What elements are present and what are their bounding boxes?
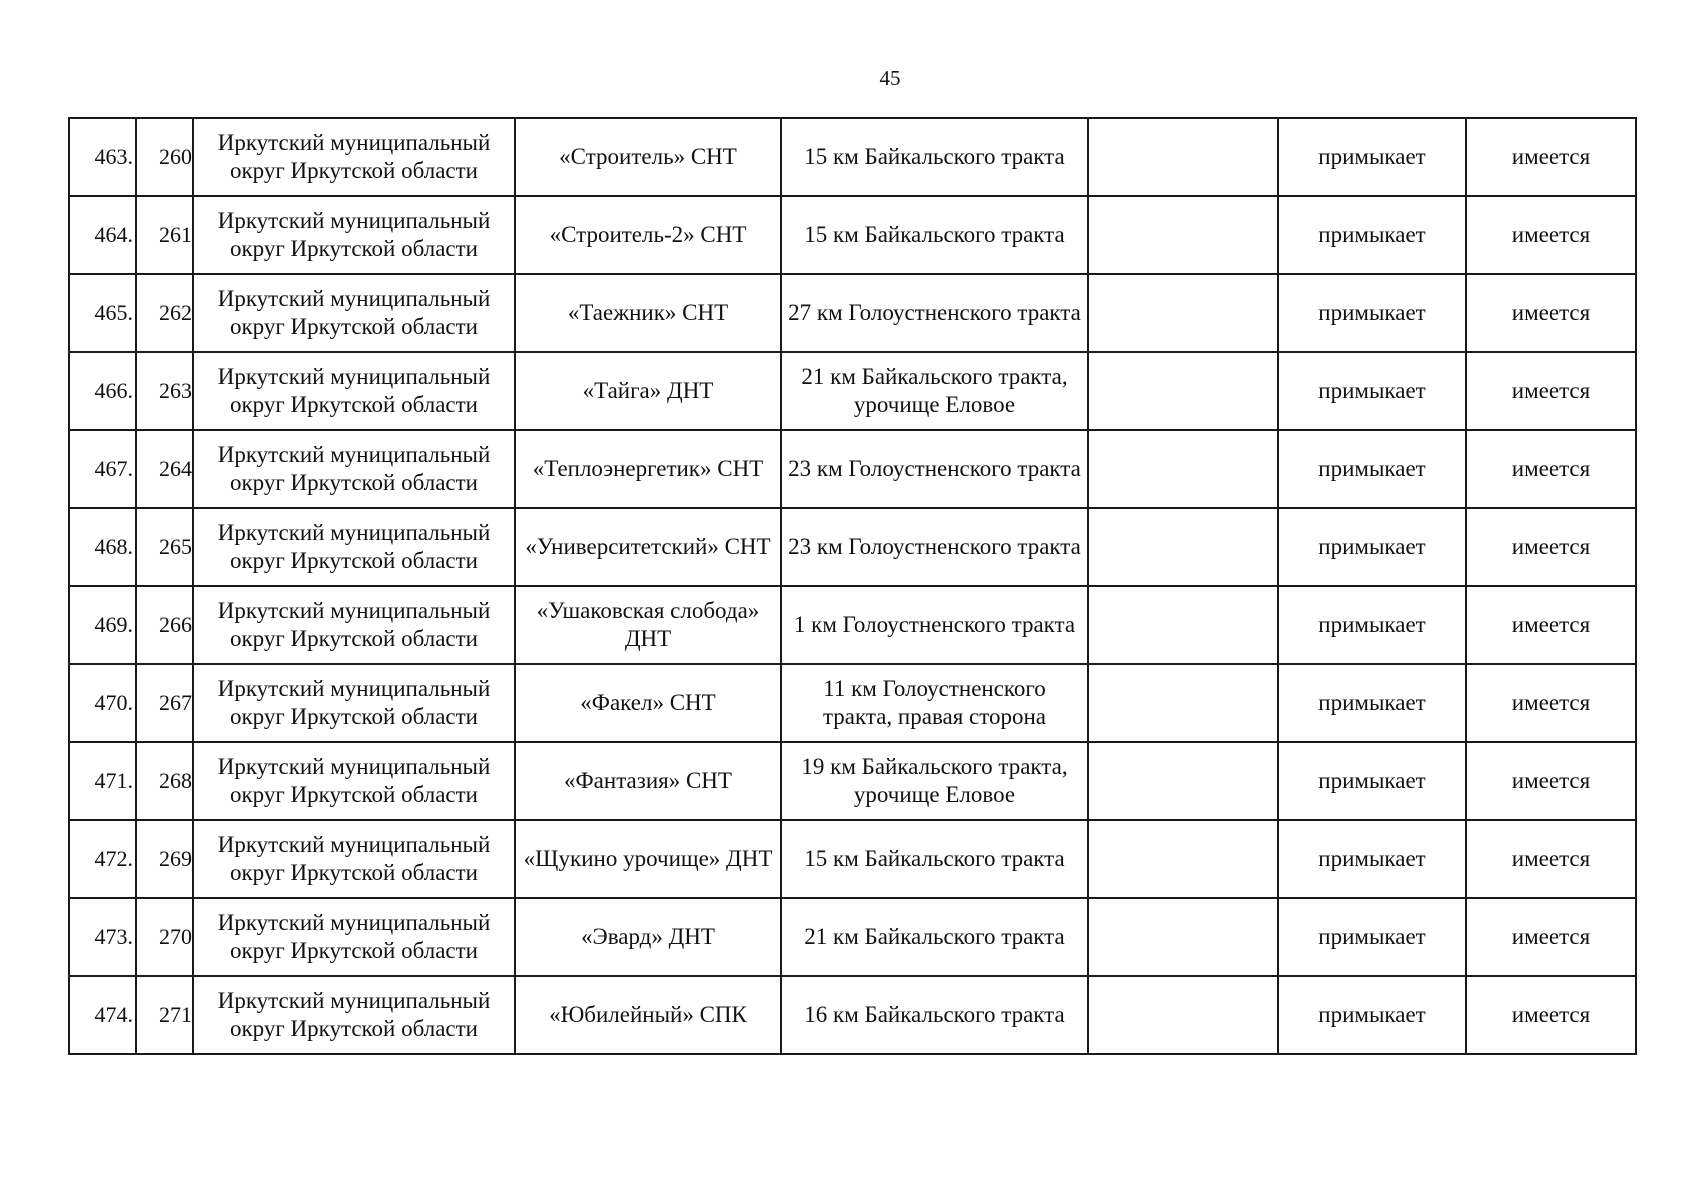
location-cell: 23 км Голоустненского тракта <box>781 430 1088 508</box>
organization-name-cell: «Строитель» СНТ <box>515 118 781 196</box>
location-cell: 19 км Байкальского тракта, урочище Еловое <box>781 742 1088 820</box>
sub-number-cell: 265 <box>136 508 193 586</box>
adjacency-cell: примыкает <box>1278 742 1466 820</box>
organization-name-cell: «Эвард» ДНТ <box>515 898 781 976</box>
table-row <box>69 196 1636 274</box>
adjacency-cell: примыкает <box>1278 664 1466 742</box>
sub-number-cell: 267 <box>136 664 193 742</box>
table-row <box>69 742 1636 820</box>
adjacency-cell: примыкает <box>1278 976 1466 1054</box>
location-cell: 23 км Голоустненского тракта <box>781 508 1088 586</box>
empty-cell <box>1088 976 1278 1054</box>
adjacency-cell: примыкает <box>1278 118 1466 196</box>
availability-cell: имеется <box>1466 352 1636 430</box>
empty-cell <box>1088 118 1278 196</box>
sub-number-cell: 266 <box>136 586 193 664</box>
organization-name-cell: «Юбилейный» СПК <box>515 976 781 1054</box>
row-number-cell: 467. <box>69 430 136 508</box>
row-number-cell: 466. <box>69 352 136 430</box>
district-cell: Иркутский муниципальный округ Иркутской области <box>193 898 515 976</box>
row-number-cell: 468. <box>69 508 136 586</box>
sub-number-cell: 270 <box>136 898 193 976</box>
availability-cell: имеется <box>1466 664 1636 742</box>
row-number-cell: 464. <box>69 196 136 274</box>
district-cell: Иркутский муниципальный округ Иркутской области <box>193 508 515 586</box>
empty-cell <box>1088 430 1278 508</box>
empty-cell <box>1088 664 1278 742</box>
availability-cell: имеется <box>1466 508 1636 586</box>
sub-number-cell: 269 <box>136 820 193 898</box>
registry-table <box>68 117 1637 1055</box>
district-cell: Иркутский муниципальный округ Иркутской области <box>193 352 515 430</box>
location-cell: 27 км Голоустненского тракта <box>781 274 1088 352</box>
row-number-cell: 469. <box>69 586 136 664</box>
availability-cell: имеется <box>1466 586 1636 664</box>
empty-cell <box>1088 274 1278 352</box>
table-row <box>69 976 1636 1054</box>
location-cell: 21 км Байкальского тракта, урочище Еловое <box>781 352 1088 430</box>
table-row <box>69 664 1636 742</box>
empty-cell <box>1088 508 1278 586</box>
organization-name-cell: «Щукино урочище» ДНТ <box>515 820 781 898</box>
availability-cell: имеется <box>1466 742 1636 820</box>
table-row <box>69 352 1636 430</box>
table-body <box>69 118 1636 1054</box>
adjacency-cell: примыкает <box>1278 430 1466 508</box>
adjacency-cell: примыкает <box>1278 508 1466 586</box>
adjacency-cell: примыкает <box>1278 898 1466 976</box>
empty-cell <box>1088 196 1278 274</box>
sub-number-cell: 260 <box>136 118 193 196</box>
location-cell: 11 км Голоустненского тракта, правая сторона <box>781 664 1088 742</box>
sub-number-cell: 262 <box>136 274 193 352</box>
location-cell: 16 км Байкальского тракта <box>781 976 1088 1054</box>
empty-cell <box>1088 586 1278 664</box>
organization-name-cell: «Строитель-2» СНТ <box>515 196 781 274</box>
availability-cell: имеется <box>1466 820 1636 898</box>
row-number-cell: 472. <box>69 820 136 898</box>
district-cell: Иркутский муниципальный округ Иркутской области <box>193 742 515 820</box>
adjacency-cell: примыкает <box>1278 820 1466 898</box>
adjacency-cell: примыкает <box>1278 274 1466 352</box>
district-cell: Иркутский муниципальный округ Иркутской области <box>193 274 515 352</box>
district-cell: Иркутский муниципальный округ Иркутской области <box>193 586 515 664</box>
district-cell: Иркутский муниципальный округ Иркутской области <box>193 118 515 196</box>
empty-cell <box>1088 898 1278 976</box>
row-number-cell: 473. <box>69 898 136 976</box>
table-row <box>69 586 1636 664</box>
location-cell: 15 км Байкальского тракта <box>781 820 1088 898</box>
adjacency-cell: примыкает <box>1278 586 1466 664</box>
table-row <box>69 508 1636 586</box>
availability-cell: имеется <box>1466 274 1636 352</box>
table-row <box>69 118 1636 196</box>
sub-number-cell: 263 <box>136 352 193 430</box>
empty-cell <box>1088 352 1278 430</box>
district-cell: Иркутский муниципальный округ Иркутской области <box>193 976 515 1054</box>
district-cell: Иркутский муниципальный округ Иркутской области <box>193 664 515 742</box>
adjacency-cell: примыкает <box>1278 352 1466 430</box>
row-number-cell: 471. <box>69 742 136 820</box>
table-row <box>69 274 1636 352</box>
location-cell: 21 км Байкальского тракта <box>781 898 1088 976</box>
availability-cell: имеется <box>1466 196 1636 274</box>
availability-cell: имеется <box>1466 976 1636 1054</box>
organization-name-cell: «Таежник» СНТ <box>515 274 781 352</box>
sub-number-cell: 261 <box>136 196 193 274</box>
location-cell: 15 км Байкальского тракта <box>781 196 1088 274</box>
organization-name-cell: «Фантазия» СНТ <box>515 742 781 820</box>
availability-cell: имеется <box>1466 430 1636 508</box>
district-cell: Иркутский муниципальный округ Иркутской области <box>193 196 515 274</box>
adjacency-cell: примыкает <box>1278 196 1466 274</box>
organization-name-cell: «Ушаковская слобода» ДНТ <box>515 586 781 664</box>
row-number-cell: 470. <box>69 664 136 742</box>
row-number-cell: 465. <box>69 274 136 352</box>
organization-name-cell: «Факел» СНТ <box>515 664 781 742</box>
empty-cell <box>1088 742 1278 820</box>
location-cell: 15 км Байкальского тракта <box>781 118 1088 196</box>
table-row <box>69 898 1636 976</box>
availability-cell: имеется <box>1466 118 1636 196</box>
table-row <box>69 430 1636 508</box>
location-cell: 1 км Голоустненского тракта <box>781 586 1088 664</box>
district-cell: Иркутский муниципальный округ Иркутской области <box>193 430 515 508</box>
sub-number-cell: 271 <box>136 976 193 1054</box>
sub-number-cell: 268 <box>136 742 193 820</box>
row-number-cell: 463. <box>69 118 136 196</box>
organization-name-cell: «Теплоэнергетик» СНТ <box>515 430 781 508</box>
table-row <box>69 820 1636 898</box>
empty-cell <box>1088 820 1278 898</box>
district-cell: Иркутский муниципальный округ Иркутской области <box>193 820 515 898</box>
availability-cell: имеется <box>1466 898 1636 976</box>
organization-name-cell: «Университетский» СНТ <box>515 508 781 586</box>
page-number: 45 <box>879 66 901 90</box>
sub-number-cell: 264 <box>136 430 193 508</box>
organization-name-cell: «Тайга» ДНТ <box>515 352 781 430</box>
row-number-cell: 474. <box>69 976 136 1054</box>
